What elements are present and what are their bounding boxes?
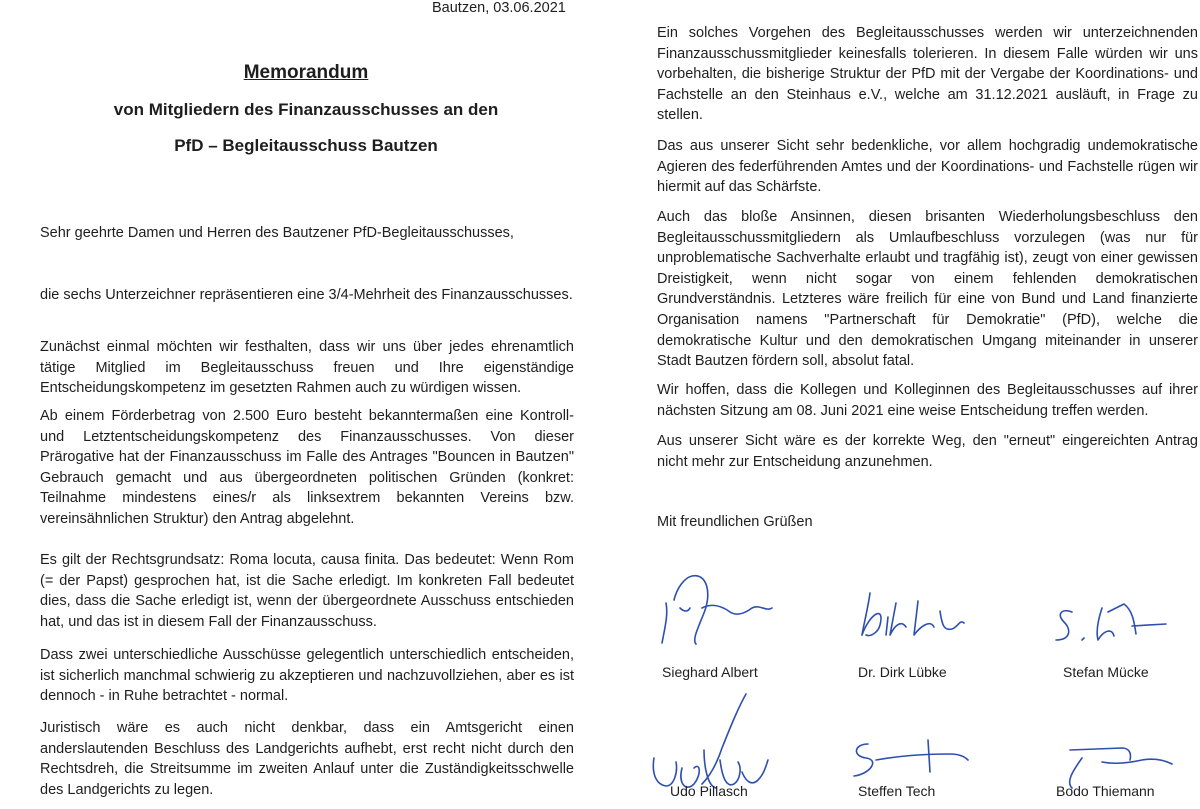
- paragraph-majority: die sechs Unterzeichner repräsentieren eine 3/4-Mehrheit des Finanzausschusses.: [40, 287, 573, 303]
- salutation: Sehr geehrte Damen und Herren des Bautzener PfD-Begleitausschusses,: [40, 225, 514, 241]
- signatory-pillasch: Udo Pillasch: [670, 783, 748, 799]
- signatory-tech: Steffen Tech: [858, 783, 936, 799]
- paragraph-hope: Wir hoffen, dass die Kollegen und Kolleginnen des Begleitausschusses auf ihrer nächsten Sitzung am 08. Juni 2021 eine weise Entscheidung treffen werden.: [657, 382, 1198, 419]
- paragraph-legal: Juristisch wäre es auch nicht denkbar, dass ein Amtsgericht einen anderslautenden Beschluss des Landgerichts aufhebt, erst recht nicht durch den Rechtsdreh, die Streitsumme im zweiten Anlauf unter die Zuständigkeitsschwelle des Landgerichts zu legen.: [40, 720, 574, 798]
- paragraph-not-tolerate: Ein solches Vorgehen des Begleitausschusses werden wir unterzeichnenden Finanzausschussmitglieder keinesfalls tolerieren. In diesem Falle würden wir uns vorbehalten, die bisherige Struktur der PfD mit der Vergabe der Koordinations- und Fachstelle an den Steinhaus e.V., welche am 31.12.2021 ausläuft, in Frage zu stellen.: [657, 25, 1198, 124]
- paragraph-correct-way: Aus unserer Sicht wäre es der korrekte Weg, den "erneut" eingereichten Antrag nicht mehr zur Entscheidung anzunehmen.: [657, 433, 1198, 470]
- paragraph-appreciation: Zunächst einmal möchten wir festhalten, dass wir uns über jedes ehrenamtlich tätige Mitglied im Begleitausschuss freuen und Ihre eigenständige Entscheidungskompetenz im gesetzten Rahmen auch zu würdigen wissen.: [40, 339, 574, 397]
- memo-subtitle-line1: von Mitgliedern des Finanzausschusses an den: [113, 100, 499, 119]
- paragraph-committees: Dass zwei unterschiedliche Ausschüsse gelegentlich unterschiedlich entscheiden, ist sicherlich manchmal schwierig zu akzeptieren und nachzuvollziehen, aber es ist dennoch - in Ruhe betrachtet - normal.: [40, 647, 574, 705]
- signatory-muecke: Stefan Mücke: [1063, 664, 1149, 680]
- signature-albert: [652, 568, 782, 653]
- paragraph-competence: Ab einem Förderbetrag von 2.500 Euro besteht bekanntermaßen eine Kontroll- und Letztentscheidungskompetenz des Finanzausschusses. Von dieser Prärogative hat der Finanzausschuss im Falle des Antrages "Bouncen in Bautzen" Gebrauch gemacht und aus übergeordneten politischen Gründen (konkret: Teilnahme mindestens eines/r als linksextrem bekannten Vereins bzw. vereinsähnlichen Struktur) den Antrag abgelehnt.: [40, 408, 574, 527]
- signature-muecke: [1042, 590, 1172, 655]
- signatory-luebke: Dr. Dirk Lübke: [858, 664, 947, 680]
- paragraph-reprimand: Das aus unserer Sicht sehr bedenkliche, vor allem hochgradig undemokratische Agieren des federführenden Amtes und der Koordinations- und Fachstelle rügen wir hiermit auf das Schärfste.: [657, 138, 1198, 196]
- paragraph-circular-resolution: Auch das bloße Ansinnen, diesen brisanten Wiederholungsbeschluss den Begleitausschussmitgliedern als Umlaufbeschluss vorzulegen (was nur für unproblematische Sachverhalte erlaubt und tragfähig ist), zeugt von einer gewissen Dreistigkeit, wenn nicht sogar von einem fehlenden demokratischen Grundverständnis. Letzteres wäre freilich für eine von Bund und Land finanzierte Organisation namens "Partnerschaft für Demokratie" (PfD), welche die demokratische Kultur und den demokratischen Umgang miteinander in unserer Stadt Bautzen fördern soll, absolut fatal.: [657, 209, 1198, 370]
- signature-tech: [840, 730, 980, 790]
- closing: Mit freundlichen Grüßen: [657, 514, 813, 530]
- memo-title: Memorandum: [243, 62, 369, 83]
- paragraph-roma-locuta: Es gilt der Rechtsgrundsatz: Roma locuta, causa finita. Das bedeutet: Wenn Rom (= der Papst) gesprochen hat, ist die Sache erledigt. Im konkreten Fall bedeutet dies, dass die Sache erledigt ist, wenn der übergeordnete Ausschuss entschieden hat, und das ist in diesem Fall der Finanzausschuss.: [40, 552, 574, 630]
- signatory-thiemann: Bodo Thiemann: [1056, 783, 1155, 799]
- right-page: [622, 0, 1200, 809]
- signatory-albert: Sieghard Albert: [662, 664, 758, 680]
- place-date: Bautzen, 03.06.2021: [432, 0, 566, 16]
- signature-luebke: [840, 583, 980, 653]
- memo-subtitle-line2: PfD – Begleitausschuss Bautzen: [174, 136, 438, 155]
